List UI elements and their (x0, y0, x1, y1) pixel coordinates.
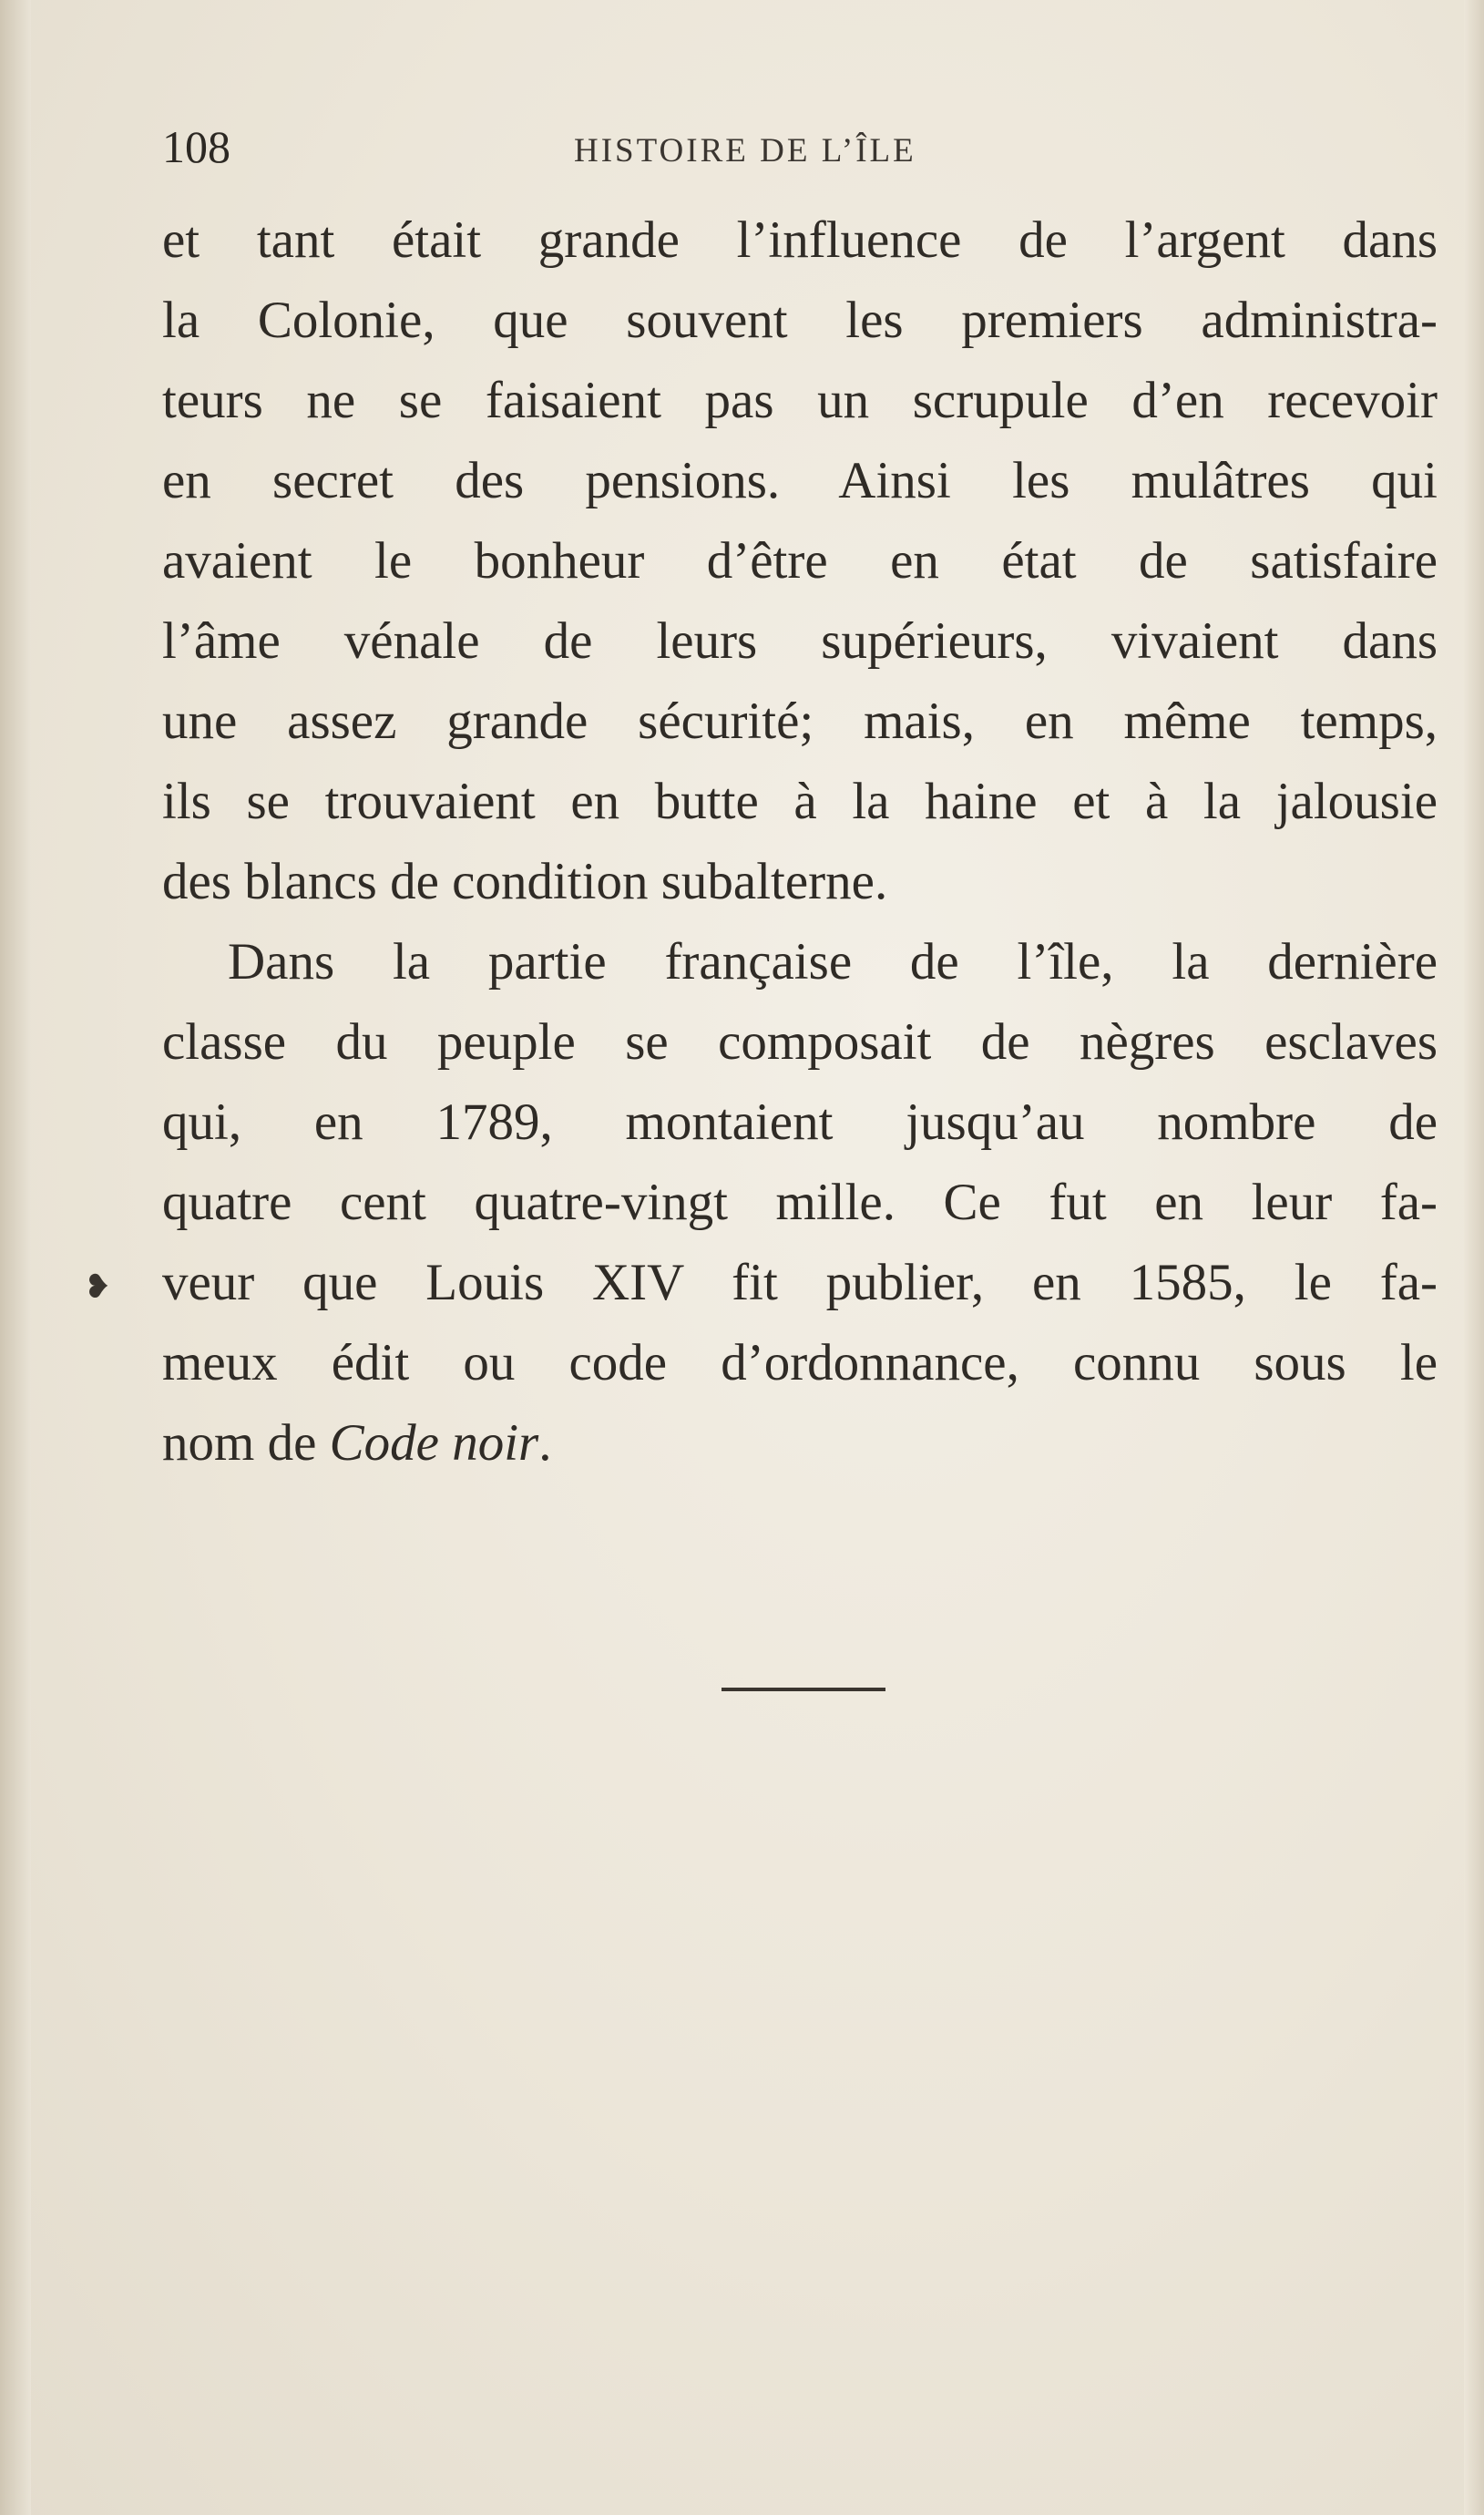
text-line: une assez grande sécurité; mais, en même temps, (162, 693, 1438, 750)
text-line: la Colonie, que souvent les premiers administra- (162, 292, 1438, 349)
text-line: Dans la partie française de l’île, la dernière (228, 933, 1438, 991)
page-edge (1464, 0, 1484, 2515)
text-line: des blancs de condition subalterne. (162, 853, 888, 910)
page-number: 108 (162, 121, 230, 172)
text-line: teurs ne se faisaient pas un scrupule d’en recevoir (162, 372, 1438, 429)
running-head: HISTOIRE DE L’ÎLE (574, 132, 916, 169)
final-line-prefix: nom de (162, 1414, 330, 1472)
text-line: quatre cent quatre-vingt mille. Ce fut en leur fa- (162, 1174, 1438, 1231)
paragraph-2 (162, 922, 1438, 1483)
final-line (162, 1403, 1438, 1483)
text-line: en secret des pensions. Ainsi les mulâtres qui (162, 452, 1438, 509)
text-line: ils se trouvaient en butte à la haine et à la jalousie (162, 773, 1438, 830)
text-line: veur que Louis XIV fit publier, en 1585, le fa- (162, 1254, 1438, 1311)
final-line-suffix: . (538, 1414, 552, 1472)
text-line: classe du peuple se composait de nègres esclaves (162, 1013, 1438, 1071)
body-text (162, 200, 1438, 1483)
text-line: avaient le bonheur d’être en état de satisfaire (162, 532, 1438, 590)
page-gutter (0, 0, 31, 2515)
paragraph-1 (162, 200, 1438, 922)
page-header (162, 120, 1438, 175)
text-line: l’âme vénale de leurs supérieurs, vivaient dans (162, 612, 1438, 670)
text-line: et tant était grande l’influence de l’argent dans (162, 211, 1438, 269)
code-noir-italic: Code noir (329, 1414, 539, 1472)
section-end-rule (722, 1688, 885, 1691)
text-line: qui, en 1789, montaient jusqu’au nombre de (162, 1093, 1438, 1151)
margin-mark: ❥ (84, 1268, 112, 1306)
text-line: meux édit ou code d’ordonnance, connu sous le (162, 1334, 1438, 1391)
